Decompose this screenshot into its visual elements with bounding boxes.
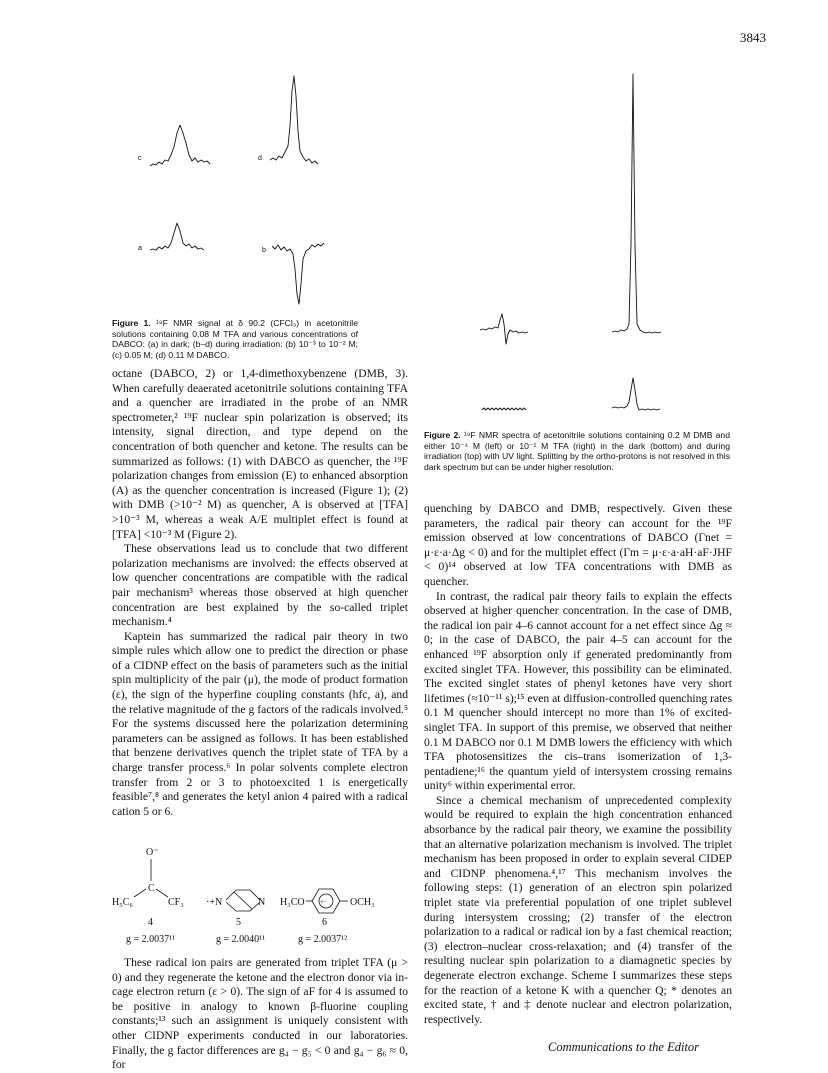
left-paragraph-2: These observations lead us to conclude that two different polarization mechanisms are involved: the effects observed at low quencher concentrations are compatible with the radical pair mechanism³ whereas those observed at high quencher concentration are best explained by the so-called triplet mechanism.⁴ <box>112 542 408 629</box>
structure4-g: g = 2.0037¹¹ <box>126 934 176 945</box>
left-column-top <box>112 367 408 819</box>
structure4-number: 4 <box>148 917 153 928</box>
journal-section-footer: Communications to the Editor <box>548 1040 700 1054</box>
spectrum-left-top <box>480 314 528 344</box>
structure5-n: N <box>258 897 266 908</box>
figure2-caption <box>424 430 730 472</box>
structure5-g: g = 2.0040¹¹ <box>216 934 266 945</box>
label-b: b <box>262 247 266 254</box>
figure1-caption-text: ¹⁹F NMR signal at δ 90.2 (CFCl₃) in acetonitrile solutions containing 0.08 M TFA and various concentrations of DABCO: (a) in dark; (b–d) during irradiation: (b) 10⁻³ to 10⁻² M; (c) 0.05 M; (d) 0.11 M DABCO. <box>112 318 358 360</box>
structure5-nplus: ·+N <box>206 897 223 908</box>
right-paragraph-2: In contrast, the radical pair theory fails to explain the effects observed at higher quencher concentration. In the case of DMB, the radical ion pair 4–6 cannot account for a net effect since Δg ≈ 0; in the case of DABCO, the pair 4–5 can account for the enhanced ¹⁹F absorption only if generated predominantly from excited singlet TFA. However, this possibility can be eliminated. The excited singlet states of phenyl ketones have very short lifetimes (≈10⁻¹¹ s);¹⁵ even at diffusion-controlled quenching rates 0.1 M quencher should intercept no more than 1% of excited-singlet TFA. In support of this premise, we observed that neither 0.1 M DABCO nor 0.1 M DMB lowers the efficiency with which TFA photosensitizes the cis–trans isomerization of 1,3-pentadiene;¹⁶ the quantum yield of intersystem crossing remains unity⁶ within experimental error. <box>424 589 732 793</box>
structure4-anion: O⁻ <box>146 847 159 858</box>
right-paragraph-3: Since a chemical mechanism of unprecedented complexity would be required to explain the high concentration enhanced absorbance by the radical pair theory, we examine the possibility that an alternative polarization mechanism is involved. The triplet mechanism has been proposed in order to explain several CIDEP and CIDNP phenomena.⁴,¹⁷ This mechanism involves the following steps: (1) generation of an electron spin polarized triplet state via preferential population of one triplet sublevel during intersystem crossing; (2) transfer of the electron polarization to a radical or radical ion by a fast chemical reaction; (3) electron–nuclear cross-relaxation; and (4) transfer of the resulting nuclear spin polarization to a diamagnetic species by degenerate electron exchange. Scheme I summarizes these steps for the reaction of a ketone K with a quencher Q; * denotes an excited state, † and ‡ denote nuclear and electron polarization, respectively. <box>424 793 732 1026</box>
structure6-number: 6 <box>322 917 327 928</box>
label-a: a <box>138 245 142 252</box>
spectrum-right-bottom <box>612 378 660 410</box>
left-paragraph-1: octane (DABCO, 2) or 1,4-dimethoxybenzene (DMB, 3). When carefully deaerated acetonitrile solutions containing TFA and a quencher are irradiated in the probe of an NMR spectrometer,² ¹⁹F nuclear spin polarization is observed; its intensity, signal direction, and type depend on the concentration of both quencher and ketone. The results can be summarized as follows: (1) with DABCO as quencher, the ¹⁹F polarization changes from emission (E) to enhanced absorption (A) as the quencher concentration is increased (Figure 1); (2) with DMB (>10⁻² M) as quencher, A is observed at [TFA] >10⁻³ M, whereas a weak A/E multiplet effect is found at [TFA] <10⁻³ M (Figure 2). <box>112 367 408 541</box>
chemical-structures <box>112 845 412 965</box>
structure6-methoxy-left: H₃CO <box>280 897 305 908</box>
label-c: c <box>138 155 142 162</box>
label-d: d <box>258 155 262 162</box>
structure6-ring-label: +· <box>320 898 327 906</box>
structure4-phenyl: H₅C₆ <box>112 897 133 908</box>
left-column-bottom <box>112 956 408 1073</box>
right-column <box>424 502 732 1027</box>
left-paragraph-3: Kaptein has summarized the radical pair theory in two simple rules which allow one to predict the direction or phase of a CIDNP effect on the basis of parameters such as the initial spin multiplicity of the pair (μ), the mode of product formation (ε), the sign of the hyperfine coupling constants (hfc, a), and the relative magnitude of the g factors of the radicals involved.⁵ For the systems discussed here the polarization determining parameters can be assigned as follows. It has been established that benzene derivatives quench the triplet state of TFA by a charge transfer process.⁶ In polar solvents complete electron transfer from 2 or 3 to photoexcited 1 is energetically feasible⁷,⁸ and generates the ketyl anion 4 paired with a radical cation 5 or 6. <box>112 629 408 818</box>
structure4-cf3: CF₃ <box>168 897 184 908</box>
structure4-carbon: C <box>148 883 155 894</box>
figure2-caption-label: Figure 2. <box>424 430 461 440</box>
structure5-number: 5 <box>236 917 241 928</box>
spectrum-right-top <box>612 74 661 333</box>
spectrum-left-bottom <box>482 408 526 410</box>
left-paragraph-4: These radical ion pairs are generated from triplet TFA (μ > 0) and they regenerate the ketone and the electron donor via in-cage electron return (ε > 0). The sign of aF for 4 is assumed to be positive in analogy to known β-fluorine coupling constants;¹³ such an assignment is uniquely consistent with other CIDNP experiments conducted in our laboratories. Finally, the g factor differences are g₄ − g₅ < 0 and g₄ − g₆ ≈ 0, for <box>112 956 408 1072</box>
right-paragraph-1: quenching by DABCO and DMB, respectively. Given these parameters, the radical pair theory can account for the ¹⁹F emission observed at low concentrations of DABCO (Γnet = μ·ε·a·Δg < 0) and for the multiplet effect (Γm = μ·ε·a·aH·aF·JHF < 0)¹⁴ observed at low TFA concentrations with DMB as quencher. <box>424 502 732 588</box>
structure6-g: g = 2.0037¹² <box>298 934 348 945</box>
figure2-caption-text: ¹⁹F NMR spectra of acetonitrile solutions containing 0.2 M DMB and either 10⁻⁴ M (left) or 10⁻¹ M TFA (right) in the dark (bottom) and during irradiation (top) with UV light. Splitting by the ortho-protons is not resolved in this dark spectrum but can be under higher resolution. <box>424 430 730 472</box>
page-number: 3843 <box>740 30 766 45</box>
structure6-methoxy-right: OCH₃ <box>350 897 375 908</box>
figure1-caption-label: Figure 1. <box>112 318 151 328</box>
